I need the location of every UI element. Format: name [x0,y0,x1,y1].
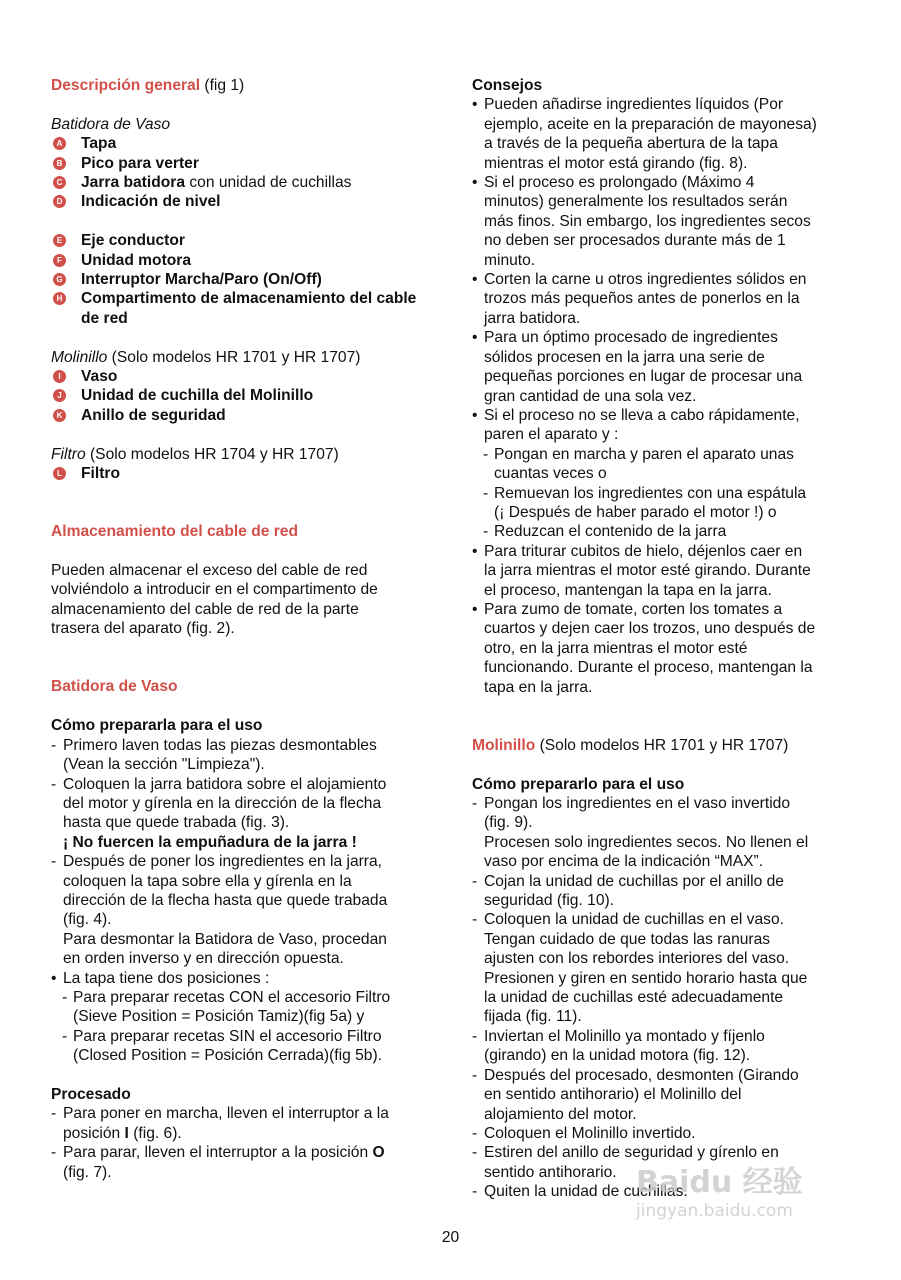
part-item: K Anillo de seguridad [51,406,429,425]
processing-step: - Para parar, lleven el interruptor a la posición O (fig. 7). [51,1143,429,1182]
warning-text: ¡ No fuercen la empuñadura de la jarra ! [63,833,357,851]
prep-step: - Primero laven todas las piezas desmontables (Vean la sección "Limpieza"). [51,736,429,775]
mill-step: - Estiren del anillo de seguridad y gírenlo en sentido antihorario. [472,1143,862,1182]
letter-badge-icon: G [53,273,66,286]
cable-title: Almacenamiento del cable de red [51,523,298,541]
prep-step: - Después de poner los ingredientes en la jarra, coloquen la tapa sobre ella y gírenla en la dirección de la flecha hasta que quede trabada (fig. 4). Para desmontar la Batidora de Vaso, procedan en orden inverso y en dirección opuesta. [51,852,429,968]
mill-parts-list [51,367,429,425]
letter-badge-icon: E [53,234,66,247]
blender-prep-title: Cómo prepararla para el uso [51,717,263,735]
mill-step: - Coloquen la unidad de cuchillas en el vaso. Tengan cuidado de que todas las ranuras ajusten con los rebordes interiores del vaso. Presionen y giren en sentido horario hasta que la unidad de cuchillas esté adecuadamente fijada (fig. 11). [472,910,862,1026]
tip-item: • Pueden añadirse ingredientes líquidos (Por ejemplo, aceite en la preparación de mayonesa) a través de la pequeña abertura de la tapa mientras el motor está girando (fig. 8). [472,95,862,173]
mill-step: - Después del procesado, desmonten (Girando en sentido antihorario) el Molinillo del alojamiento del motor. [472,1066,862,1124]
mill-title-suffix: (Solo modelos HR 1701 y HR 1707) [535,736,789,754]
part-item: E Eje conductor [51,231,429,250]
tip-item: • Para triturar cubitos de hielo, déjenlos caer en la jarra mientras el motor esté girando. Durante el proceso, mantengan la tapa en la jarra. [472,542,862,600]
mill-prep-title: Cómo prepararlo para el uso [472,775,685,793]
desc-title-suffix: (fig 1) [200,77,245,94]
tip-item: • Si el proceso no se lleva a cabo rápidamente, paren el aparato y : [472,406,862,445]
lid-bullet: • La tapa tiene dos posiciones : [51,969,429,988]
part-item: B Pico para verter [51,154,429,173]
mill-heading [472,736,862,755]
part-item: D Indicación de nivel [51,192,429,211]
tip-item: • Para zumo de tomate, corten los tomates a cuartos y dejen caer los trozos, uno después de otro, en la jarra mientras el motor esté funcionando. Durante el proceso, mantengan la tapa en la jarra. [472,600,862,697]
lid-option: - Para preparar recetas SIN el accesorio Filtro (Closed Position = Posición Cerrada)(fig 5b). [51,1027,429,1066]
left-column [51,76,429,1182]
watermark-url: jingyan.baidu.com [636,1201,793,1221]
jug-parts-list [51,134,429,212]
tip-item: • Para un óptimo procesado de ingredientes sólidos procesen en la jarra una serie de pequeñas porciones en lugar de procesar una gran cantidad de una sola vez. [472,328,862,406]
part-item: H Compartimento de almacenamiento del cable de red [51,289,429,328]
letter-badge-icon: F [53,254,66,267]
desc-title: Descripción general [51,77,201,94]
tip-subitem: - Pongan en marcha y paren el aparato unas cuantas veces o [472,445,862,484]
part-item: J Unidad de cuchilla del Molinillo [51,386,429,405]
blender-title: Batidora de Vaso [51,678,178,696]
prep-step: - Coloquen la jarra batidora sobre el alojamiento del motor y gírenla en la dirección de la flecha hasta que quede trabada (fig. 3). ¡ No fuercen la empuñadura de la jarra ! [51,775,429,853]
tip-subitem: - Remuevan los ingredientes con una espátula (¡ Después de haber parado el motor !) o [472,484,862,523]
tip-subitem: - Reduzcan el contenido de la jarra [472,522,862,541]
part-item: I Vaso [51,367,429,386]
letter-badge-icon: C [53,176,66,189]
right-column [472,76,862,1202]
base-parts-list [51,231,429,328]
mill-step: - Pongan los ingredientes en el vaso invertido (fig. 9). Procesen solo ingredientes secos. No llenen el vaso por encima de la indicación “MAX”. [472,794,862,872]
mill-step: - Quiten la unidad de cuchillas. [472,1182,862,1201]
mill-title: Molinillo [472,736,536,754]
part-item: G Interruptor Marcha/Paro (On/Off) [51,270,429,289]
baidu-watermark [636,1166,803,1222]
letter-badge-icon: B [53,157,66,170]
letter-badge-icon: K [53,409,66,422]
mill-step: - Inviertan el Molinillo ya montado y fíjenlo (girando) en la unidad motora (fig. 12). [472,1027,862,1066]
mill-label-line: Molinillo (Solo modelos HR 1701 y HR 1707) [51,348,361,366]
mill-step: - Coloquen el Molinillo invertido. [472,1124,862,1143]
baidu-logo: Baidu 经验 [636,1165,803,1200]
cable-paragraph: Pueden almacenar el exceso del cable de red volviéndolo a introducir en el compartimento de almacenamiento del cable de red de la parte trasera del aparato (fig. 2). [51,562,378,638]
part-item: C Jarra batidora con unidad de cuchillas [51,173,429,192]
letter-badge-icon: H [53,292,66,305]
tip-item: • Corten la carne u otros ingredientes sólidos en trozos más pequeños antes de ponerlos en la jarra batidora. [472,270,862,328]
part-item: F Unidad motora [51,251,429,270]
letter-badge-icon: J [53,389,66,402]
tips-title: Consejos [472,77,543,94]
page-number: 20 [441,1229,460,1246]
jug-label: Batidora de Vaso [51,115,171,133]
processing-title: Procesado [51,1085,131,1103]
lid-option: - Para preparar recetas CON el accesorio Filtro (Sieve Position = Posición Tamiz)(fig 5a) y [51,988,429,1027]
desc-heading [51,76,429,95]
letter-badge-icon: L [53,467,66,480]
letter-badge-icon: D [53,195,66,208]
part-item: A Tapa [51,134,429,153]
letter-badge-icon: A [53,137,66,150]
tip-item: • Si el proceso es prolongado (Máximo 4 minutos) generalmente los resultados serán más finos. Sin embargo, los ingredientes secos no deben ser procesados durante más de 1 minuto. [472,173,862,270]
mill-step: - Cojan la unidad de cuchillas por el anillo de seguridad (fig. 10). [472,872,862,911]
letter-badge-icon: I [53,370,66,383]
processing-step: - Para poner en marcha, lleven el interruptor a la posición I (fig. 6). [51,1104,429,1143]
part-item: L Filtro [51,464,429,483]
filter-label-line: Filtro (Solo modelos HR 1704 y HR 1707) [51,445,339,463]
